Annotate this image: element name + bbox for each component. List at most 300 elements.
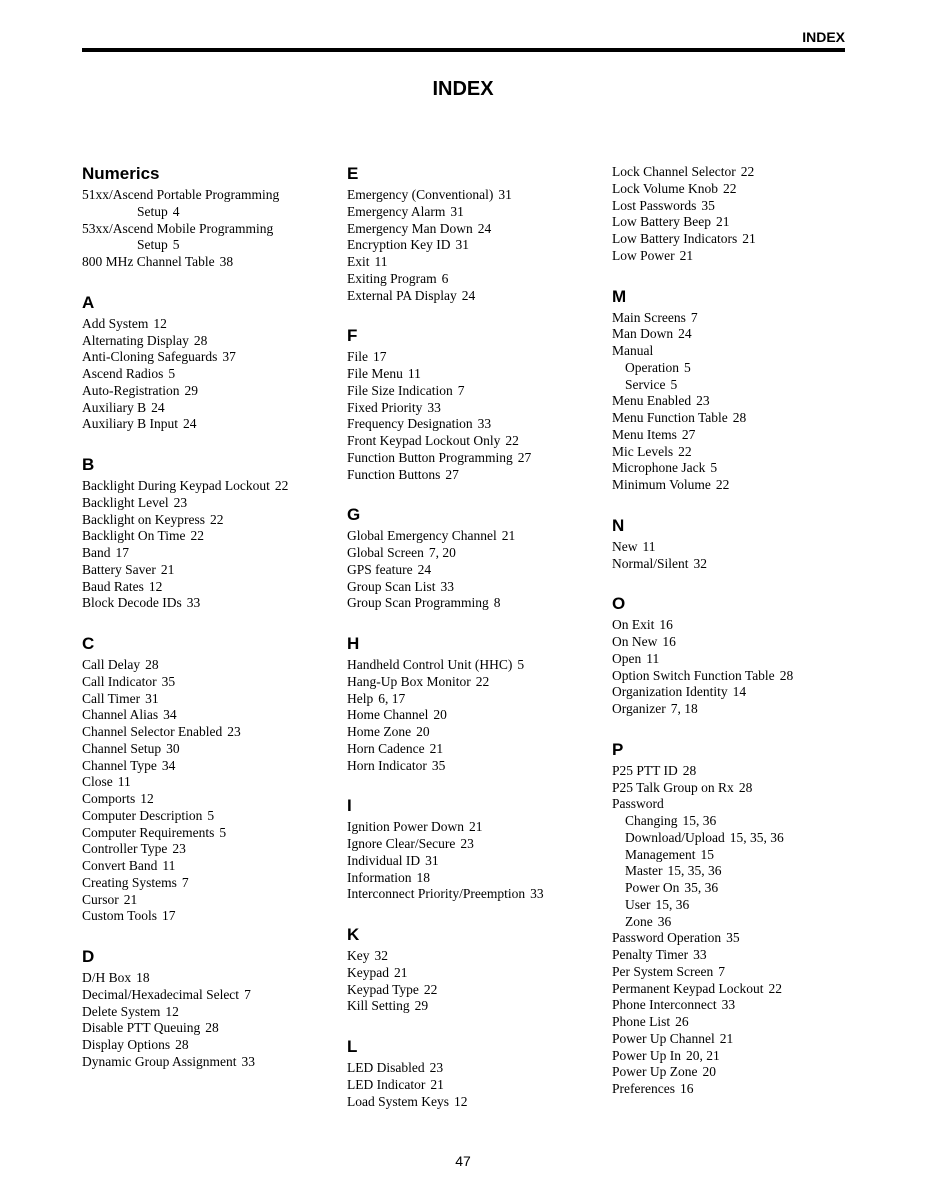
index-entry [612, 444, 852, 461]
entry-pages: 28 [175, 1037, 189, 1052]
index-entry [82, 366, 332, 383]
index-entry [347, 579, 597, 596]
index-entry [82, 774, 332, 791]
entry-pages: 24 [461, 287, 476, 303]
entry-term: Service [625, 376, 666, 392]
entry-pages: 26 [675, 1014, 689, 1029]
index-entry [612, 181, 852, 198]
entry-pages: 16 [662, 634, 676, 649]
entry-list [82, 187, 332, 271]
entry-pages: 24 [678, 326, 692, 342]
entry-term: Microphone Jack [612, 460, 706, 476]
index-entry [612, 248, 852, 265]
index-entry [82, 892, 332, 909]
entry-pages: 21 [469, 819, 483, 835]
entry-term: Main Screens [612, 309, 686, 325]
entry-term: Organization Identity [612, 684, 728, 700]
index-section [612, 287, 852, 494]
entry-pages: 11 [642, 538, 656, 554]
entry-term: Help [347, 690, 374, 706]
index-entry [82, 416, 332, 433]
entry-term: New [612, 538, 638, 554]
index-entry [82, 478, 332, 495]
index-entry [347, 998, 597, 1015]
entry-term: Load System Keys [347, 1093, 449, 1109]
entry-pages: 20 [702, 1064, 716, 1080]
running-header: INDEX [802, 29, 845, 45]
entry-pages: 5 [710, 460, 718, 476]
entry-term: Front Keypad Lockout Only [347, 433, 501, 448]
entry-term: Function Button Programming [347, 449, 513, 465]
entry-term: Channel Selector Enabled [82, 724, 223, 739]
entry-pages: 22 [475, 673, 490, 689]
entry-pages: 24 [417, 561, 432, 577]
index-entry [82, 595, 332, 612]
entry-term: Option Switch Function Table [612, 667, 775, 683]
index-entry [347, 288, 597, 305]
entry-term: Function Buttons [347, 466, 441, 482]
entry-term: Call Delay [82, 657, 141, 672]
entry-pages: 5 [207, 807, 215, 823]
entry-list [347, 1060, 597, 1110]
index-entry [82, 741, 332, 758]
entry-pages: 22 [423, 981, 438, 997]
entry-pages: 38 [219, 254, 234, 269]
entry-pages: 21 [123, 891, 138, 907]
index-entry [82, 691, 332, 708]
entry-term: Horn Cadence [347, 740, 425, 756]
index-section [612, 164, 852, 265]
entry-pages: 24 [183, 416, 197, 432]
entry-term: Keypad [347, 964, 389, 980]
entry-term: Hang-Up Box Monitor [347, 673, 471, 689]
entry-term: Low Battery Beep [612, 214, 711, 230]
entry-pages: 35, 36 [684, 880, 719, 895]
page-number: 47 [455, 1153, 471, 1169]
index-section [612, 740, 852, 1098]
index-entry [347, 674, 597, 691]
entry-pages: 20 [416, 724, 430, 739]
entry-pages: 7 [457, 382, 465, 398]
entry-pages: 5 [172, 237, 180, 253]
index-section [82, 164, 332, 271]
entry-pages: 20 [433, 707, 447, 723]
section-heading: G [347, 505, 361, 525]
index-entry [612, 393, 852, 410]
entry-term: Comports [82, 791, 136, 806]
entry-term: External PA Display [347, 287, 457, 303]
entry-term: Channel Setup [82, 740, 162, 756]
index-entry [347, 870, 597, 887]
entry-pages: 7 [244, 986, 251, 1002]
entry-pages: 12 [148, 578, 163, 594]
entry-pages: 7, 18 [670, 701, 698, 716]
index-entry [612, 1048, 852, 1065]
entry-term: Power On [625, 880, 680, 895]
index-entry [82, 758, 332, 775]
entry-pages: 21 [430, 1076, 444, 1092]
index-entry [82, 204, 332, 221]
index-entry [612, 1014, 852, 1031]
entry-pages: 22 [505, 433, 519, 448]
entry-pages: 23 [173, 494, 188, 510]
index-entry [612, 830, 852, 847]
entry-pages: 31 [450, 203, 464, 219]
index-entry [82, 349, 332, 366]
entry-term: Operation [625, 359, 679, 375]
index-entry [347, 853, 597, 870]
index-entry [347, 1094, 597, 1111]
index-entry [612, 847, 852, 864]
entry-term: Emergency Man Down [347, 220, 473, 236]
entry-pages: 29 [414, 998, 429, 1014]
entry-term: Anti-Cloning Safeguards [82, 349, 218, 365]
entry-pages: 33 [440, 578, 454, 594]
entry-term: Open [612, 650, 642, 666]
index-entry [612, 556, 852, 573]
entry-pages: 11 [374, 254, 388, 269]
entry-pages: 37 [222, 349, 236, 365]
index-entry [347, 254, 597, 271]
entry-term: Menu Enabled [612, 393, 692, 409]
index-entry [82, 808, 332, 825]
entry-pages: 17 [373, 349, 387, 365]
entry-term: Close [82, 774, 113, 790]
index-entry [347, 691, 597, 708]
index-entry [612, 780, 852, 797]
entry-pages: 5 [168, 366, 176, 381]
entry-pages: 23 [227, 724, 241, 739]
entry-term: Phone List [612, 1014, 671, 1029]
entry-list [347, 187, 597, 304]
entry-term: Add System [82, 315, 149, 331]
index-entry [347, 886, 597, 903]
entry-term: User [625, 896, 651, 912]
index-entry [612, 701, 852, 718]
index-entry [347, 450, 597, 467]
entry-pages: 7, 20 [428, 545, 456, 560]
entry-term: GPS feature [347, 561, 413, 577]
index-entry [612, 668, 852, 685]
section-heading: Numerics [82, 164, 160, 183]
entry-term: Home Zone [347, 724, 412, 739]
index-entry [82, 841, 332, 858]
entry-pages: 23 [172, 841, 186, 857]
entry-list [612, 763, 852, 1098]
entry-pages: 22 [723, 180, 737, 196]
entry-term: Encryption Key ID [347, 237, 451, 253]
entry-term: Man Down [612, 326, 674, 342]
entry-term: Exit [347, 254, 370, 269]
entry-pages: 23 [460, 836, 474, 851]
index-entry [82, 579, 332, 596]
index-entry [612, 796, 852, 813]
entry-term: Handheld Control Unit (HHC) [347, 657, 513, 672]
index-entry [612, 1064, 852, 1081]
index-entry [612, 634, 852, 651]
index-entry [612, 477, 852, 494]
entry-list [347, 819, 597, 903]
entry-term: Minimum Volume [612, 477, 711, 492]
entry-pages: 34 [163, 707, 177, 723]
entry-pages: 15, 36 [655, 896, 690, 912]
entry-pages: 33 [241, 1053, 255, 1069]
entry-pages: 35 [701, 197, 715, 213]
entry-list [612, 539, 852, 573]
index-entry [347, 657, 597, 674]
entry-term: Global Emergency Channel [347, 528, 497, 544]
entry-pages: 7 [181, 874, 189, 890]
index-entry [347, 595, 597, 612]
section-heading: B [82, 455, 95, 474]
entry-pages: 21 [393, 964, 408, 980]
index-entry [612, 310, 852, 327]
index-entry [347, 467, 597, 484]
entry-term: Menu Items [612, 426, 677, 442]
entry-pages: 23 [696, 393, 710, 409]
entry-term: Keypad Type [347, 981, 419, 997]
header-rule [82, 48, 845, 52]
entry-pages: 15, 35, 36 [667, 863, 722, 879]
entry-term: Preferences [612, 1081, 675, 1096]
index-entry [347, 528, 597, 545]
entry-pages: 22 [715, 477, 730, 492]
entry-pages: 12 [140, 791, 154, 806]
entry-term: Decimal/Hexadecimal Select [82, 986, 240, 1002]
section-heading: L [347, 1037, 358, 1056]
entry-pages: 15, 35, 36 [729, 829, 784, 845]
entry-list [612, 164, 852, 265]
entry-term: Backlight Level [82, 494, 169, 510]
entry-pages: 30 [166, 740, 180, 756]
entry-pages: 28 [738, 779, 753, 795]
entry-pages: 28 [145, 657, 159, 672]
entry-list [612, 310, 852, 494]
entry-pages: 15 [700, 846, 714, 862]
entry-term: Setup [137, 237, 168, 253]
section-heading: M [612, 286, 627, 306]
entry-list [612, 617, 852, 718]
entry-pages: 17 [161, 908, 176, 924]
entry-term: 53xx/Ascend Mobile Programming [82, 220, 274, 236]
entry-pages: 12 [165, 1003, 179, 1019]
entry-pages: 23 [429, 1060, 444, 1075]
index-entry [612, 914, 852, 931]
index-entry [82, 908, 332, 925]
entry-pages: 32 [374, 948, 388, 963]
entry-term: Management [625, 846, 696, 862]
entry-term: P25 Talk Group on Rx [612, 779, 734, 795]
section-heading: C [82, 634, 95, 653]
index-entry [612, 763, 852, 780]
section-heading: D [82, 947, 95, 966]
index-entry [612, 897, 852, 914]
entry-term: Auxiliary B [82, 399, 147, 415]
index-entry [612, 460, 852, 477]
entry-term: Backlight During Keypad Lockout [82, 478, 270, 493]
entry-pages: 5 [683, 359, 691, 375]
entry-pages: 11 [117, 774, 131, 790]
entry-term: Normal/Silent [612, 555, 689, 571]
index-section [347, 326, 597, 483]
entry-term: LED Indicator [347, 1076, 426, 1092]
page-title: INDEX [432, 78, 494, 100]
index-entry [347, 707, 597, 724]
index-entry [82, 383, 332, 400]
section-heading: A [82, 292, 95, 312]
entry-term: Download/Upload [625, 829, 725, 845]
entry-pages: 27 [681, 426, 696, 442]
entry-pages: 21 [501, 528, 516, 544]
entry-term: Group Scan Programming [347, 595, 489, 611]
index-entry [82, 512, 332, 529]
entry-term: D/H Box [82, 970, 132, 985]
index-section [82, 455, 332, 612]
entry-term: Frequency Designation [347, 416, 473, 432]
entry-list [82, 657, 332, 925]
index-section [612, 594, 852, 718]
entry-pages: 8 [493, 595, 501, 611]
entry-term: Group Scan List [347, 578, 436, 594]
entry-term: On New [612, 634, 658, 649]
entry-term: Kill Setting [347, 998, 410, 1014]
entry-term: Information [347, 869, 412, 885]
index-entry [612, 326, 852, 343]
entry-pages: 16 [679, 1081, 694, 1096]
entry-pages: 32 [693, 555, 707, 571]
entry-term: Backlight on Keypress [82, 511, 205, 527]
entry-pages: 15, 36 [682, 813, 717, 828]
index-entry [82, 528, 332, 545]
index-section [612, 516, 852, 573]
entry-pages: 27 [517, 449, 532, 465]
entry-term: File [347, 349, 369, 365]
entry-pages: 18 [416, 869, 430, 885]
entry-pages: 33 [186, 595, 201, 611]
index-entry [82, 1054, 332, 1071]
entry-term: 800 MHz Channel Table [82, 254, 215, 269]
entry-pages: 12 [454, 1093, 468, 1109]
entry-pages: 28 [193, 332, 208, 348]
entry-pages: 33 [721, 997, 736, 1013]
entry-term: Delete System [82, 1003, 161, 1019]
index-section [82, 634, 332, 925]
entry-pages: 5 [517, 657, 525, 672]
entry-pages: 21 [715, 214, 730, 230]
index-section [347, 796, 597, 903]
index-entry [347, 416, 597, 433]
index-entry [347, 433, 597, 450]
entry-list [82, 478, 332, 612]
entry-pages: 33 [477, 416, 492, 432]
entry-term: On Exit [612, 617, 655, 633]
entry-term: Ignore Clear/Secure [347, 836, 456, 851]
index-entry [347, 545, 597, 562]
entry-term: Computer Description [82, 807, 203, 823]
entry-term: Mic Levels [612, 443, 674, 459]
index-entry [612, 377, 852, 394]
entry-term: Ascend Radios [82, 366, 164, 381]
entry-term: Phone Interconnect [612, 997, 717, 1013]
index-entry [347, 383, 597, 400]
entry-term: P25 PTT ID [612, 762, 678, 778]
entry-pages: 35 [431, 757, 446, 773]
entry-term: Custom Tools [82, 908, 157, 924]
entry-pages: 5 [670, 376, 678, 392]
entry-term: 51xx/Ascend Portable Programming [82, 187, 280, 202]
index-entry [347, 724, 597, 741]
entry-term: LED Disabled [347, 1060, 425, 1075]
entry-pages: 22 [190, 528, 205, 544]
section-heading: H [347, 634, 360, 653]
index-section [82, 947, 332, 1071]
entry-pages: 21 [742, 231, 756, 246]
entry-term: Emergency Alarm [347, 203, 446, 219]
index-entry [347, 366, 597, 383]
entry-term: Auxiliary B Input [82, 416, 178, 432]
index-entry [82, 657, 332, 674]
entry-term: Power Up Channel [612, 1030, 715, 1046]
index-entry [82, 724, 332, 741]
entry-term: Password Operation [612, 930, 722, 946]
entry-pages: 22 [740, 164, 755, 179]
entry-term: Cursor [82, 891, 119, 907]
entry-term: Band [82, 545, 111, 560]
index-entry [347, 741, 597, 758]
entry-pages: 16 [659, 617, 673, 633]
entry-term: Penalty Timer [612, 947, 689, 962]
entry-pages: 28 [779, 667, 794, 683]
entry-term: File Menu [347, 366, 403, 381]
index-entry [82, 545, 332, 562]
entry-pages: 6 [441, 270, 449, 286]
entry-pages: 18 [136, 970, 150, 985]
entry-term: Global Screen [347, 545, 424, 560]
entry-pages: 24 [151, 399, 165, 415]
index-entry [82, 221, 332, 238]
entry-term: Baud Rates [82, 578, 144, 594]
index-entry [347, 349, 597, 366]
entry-pages: 5 [219, 824, 227, 840]
index-column-2 [347, 164, 597, 1110]
entry-pages: 20, 21 [686, 1047, 720, 1063]
entry-list [347, 349, 597, 483]
index-entry [612, 410, 852, 427]
entry-term: Creating Systems [82, 874, 177, 890]
index-entry [612, 427, 852, 444]
index-entry [82, 1020, 332, 1037]
index-entry [82, 1037, 332, 1054]
section-heading: E [347, 164, 359, 183]
entry-pages: 35 [726, 930, 740, 946]
entry-term: Alternating Display [82, 332, 189, 348]
index-entry [82, 254, 332, 271]
entry-term: Computer Requirements [82, 824, 215, 840]
entry-pages: 29 [184, 382, 198, 398]
entry-term: Permanent Keypad Lockout [612, 980, 764, 996]
index-entry [82, 970, 332, 987]
entry-pages: 31 [425, 852, 439, 868]
index-entry [612, 198, 852, 215]
entry-pages: 35 [161, 673, 176, 689]
section-heading: P [612, 739, 624, 759]
index-entry [82, 187, 332, 204]
entry-term: Display Options [82, 1037, 171, 1052]
entry-term: File Size Indication [347, 382, 453, 398]
index-entry [82, 791, 332, 808]
entry-term: Zone [625, 913, 653, 929]
entry-term: Interconnect Priority/Preemption [347, 886, 526, 902]
